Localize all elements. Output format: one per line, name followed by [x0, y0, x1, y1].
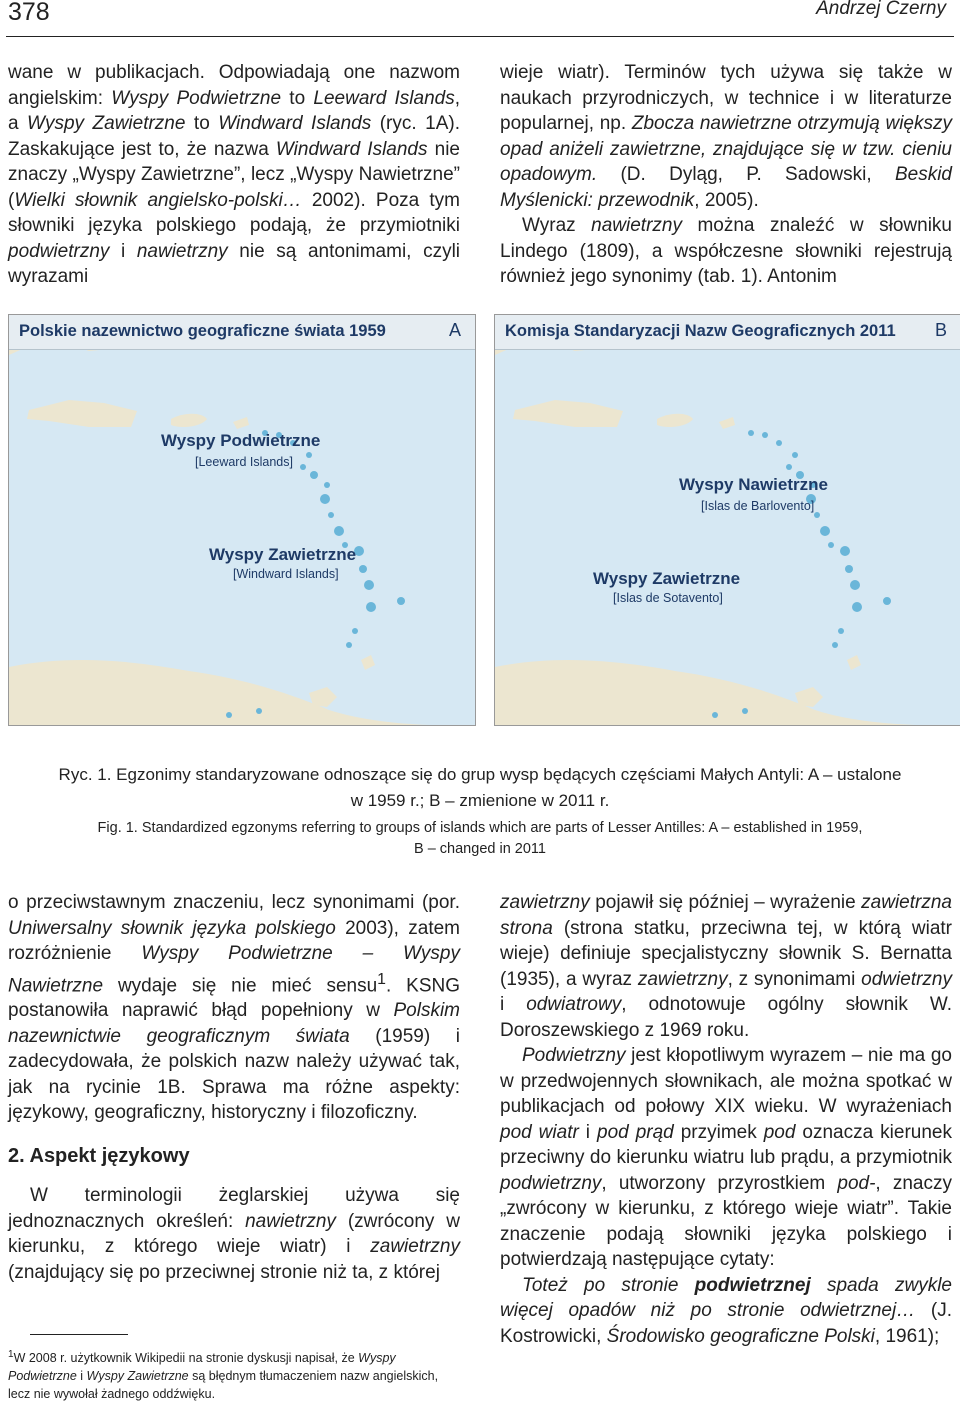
map-a-title-bar [9, 315, 475, 350]
map-b-letter: B [934, 320, 947, 340]
paragraph: wane w publikacjach. Odpowiadają one nazwom angielskim: Wyspy Podwietrzne to Leeward Islands, a Wyspy Zawietrzne to Windward Islands (ryc. 1A). Zaskakujące jest to, że nazwa Windward Islands nie znaczy „Wyspy Zawietrzne”, lecz „Wyspy Nawietrzne” (Wielki słownik angielsko-polski… 2002). Poza tym słowniki języka polskiego podają, że przymiotniki podwietrzny i nawietrzny nie są antonimami, czyli wyrazami [8, 62, 461, 287]
map-a [8, 314, 476, 726]
text-column-top-left [8, 60, 460, 290]
running-author: Andrzej Czerny [816, 0, 946, 19]
footnote-text: są błędnym tłumaczeniem nazw angielskich, lecz nie wywołał żadnego oddźwięku. [8, 1369, 439, 1402]
paragraph: Podwietrzny jest kłopotliwym wyrazem – nie ma go w przedwojennych słownikach, ale można spotkać w publikacjach od połowy XIX wieku. W wyrażeniach pod wiatr i pod prąd przyimek pod oznacza kierunek przeciwny do kierunku wiatru lub prądu, a przymiotnik podwietrzny, utworzony przyrostkiem pod-, znaczy „zwrócony w kierunku, z którego wieje wiatr”. Takie znaczenie podają słowniki języka polskiego i potwierdzają następujące cytaty: [500, 1045, 952, 1270]
header-rule [6, 36, 954, 37]
map-b-graphic [495, 315, 960, 725]
map-b-label-leeward: Wyspy Zawietrzne [593, 569, 741, 588]
figure-caption-en [0, 818, 960, 860]
footnote-marker: 1 [8, 1349, 14, 1360]
figure-caption-pl [0, 762, 960, 814]
text-column-bottom-left [8, 890, 460, 1285]
map-b [494, 314, 960, 726]
map-a-graphic [9, 315, 475, 725]
footnote-text: W 2008 r. użytkownik Wikipedii na stronie dyskusji napisał, że [13, 1351, 359, 1366]
text-column-top-right [500, 60, 952, 290]
footnote [8, 1346, 460, 1403]
paragraph: W terminologii żeglarskiej używa się jednoznacznych określeń: nawietrzny (zwrócony w kierunku, z którego wieje wiatr) i zawietrzny (znajdujący się po przeciwnej stronie niż ta, z której [8, 1185, 460, 1283]
footnote-italic: Wyspy Zawietrzne [86, 1369, 189, 1384]
caption-en-line-1: Fig. 1. Standardized egzonyms referring to groups of islands which are parts of Lesser Antilles: A – established in 1959, [97, 820, 863, 836]
caption-pl-line-1: Ryc. 1. Egzonimy standaryzowane odnoszące się do grup wysp będących częściami Małych Antyli: A – ustalone [58, 765, 902, 784]
footnote-italic: Wyspy Podwietrzne [8, 1351, 396, 1384]
paragraph: zawietrzny pojawił się później – wyrażenie zawietrzna strona (strona statku, przeciwna tej, w którą wiatr wieje) definiuje specjalistyczny słownik S. Bernatta (1935), a wyraz zawietrzny, z synonimami odwietrzny i odwiatrowy, odnotowuje ogólny słownik W. Doroszewskiego z 1969 roku. [500, 892, 952, 1041]
text-column-bottom-right [500, 890, 952, 1349]
paragraph: o przeciwstawnym znaczeniu, lecz synonimami (por. Uniwersalny słownik języka polskiego 2003), zatem rozróżnienie Wyspy Podwietrzne – Wyspy Nawietrzne wydaje się nie mieć sensu$^1$. KSNG postanowiła naprawić błąd popełniony w Polskim nazewnictwie geograficznym świata (1959) i zadecydowała, że polskich nazw należy używać tak, jak na rycinie 1B. Sprawa ma różne aspekty: językowy, geograficzny, historyczny i filozoficzny. [8, 892, 461, 1124]
map-a-letter: A [448, 320, 461, 340]
caption-en-line-2: B – changed in 2011 [414, 841, 546, 857]
page-number: 378 [8, 0, 50, 26]
footnote-rule [30, 1334, 128, 1335]
map-a-sub-leeward: [Leeward Islands] [195, 455, 293, 469]
paragraph: wieje wiatr). Terminów tych używa się także w naukach przyrodniczych, w technice i w literaturze popularnej, np. Zbocza nawietrzne otrzymują większy opad aniżeli zawietrzne, znajdujące się w tzw. cieniu opadowym. (D. Dyląg, P. Sadowski, Beskid Myślenicki: przewodnik, 2005). [500, 62, 952, 211]
map-a-label-leeward: Wyspy Podwietrzne [161, 431, 321, 450]
map-b-title-bar [495, 315, 960, 350]
caption-pl-line-2: w 1959 r.; B – zmienione w 2011 r. [350, 791, 610, 810]
map-a-sub-windward: [Windward Islands] [233, 567, 339, 581]
map-b-label-windward: Wyspy Nawietrzne [679, 475, 828, 494]
footnote-text: i [76, 1369, 87, 1384]
map-a-label-windward: Wyspy Zawietrzne [209, 545, 357, 564]
paragraph: Toteż po stronie podwietrznej spada zwykle więcej opadów niż po stronie odwietrznej… (J. Kostrowicki, Środowisko geograficzne Polski, 1961); [500, 1274, 952, 1347]
paragraph: Wyraz nawietrzny można znaleźć w słowniku Lindego (1809), a współczesne słowniki rejestrują również jego synonimy (tab. 1). Antonim [500, 215, 952, 287]
map-b-title: Komisja Standaryzacji Nazw Geograficznych 2011 [505, 322, 896, 340]
map-b-sub-leeward: [Islas de Sotavento] [613, 591, 723, 605]
section-heading: 2. Aspekt językowy [8, 1144, 190, 1167]
map-b-sub-windward: [Islas de Barlovento] [701, 499, 815, 513]
map-a-title: Polskie nazewnictwo geograficzne świata 1959 [19, 322, 386, 340]
